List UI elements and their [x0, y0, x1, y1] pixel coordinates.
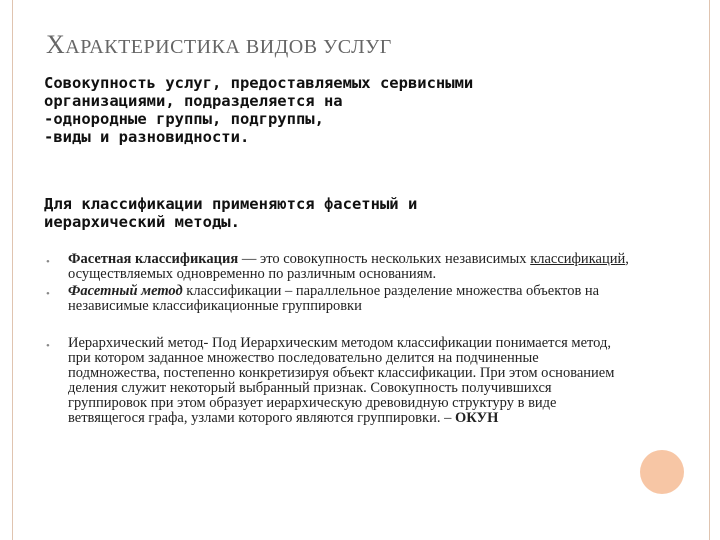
bullet-list — [44, 252, 634, 426]
bullet-text: Иерархический метод- Под Иерархическим методом классификации понимается метод, при котором заданное множество последовательно делится на подчиненные подмножества, постепенно конкретизируя объект классификации. При этом основанием деления служит некоторый выбранный признак. Совокупность получившихся группировок при этом образует иерархическую древовидную структуру в виде ветвящегося графа, узлами которого являются группировки. – — [68, 335, 615, 426]
paragraph-methods: Для классификации применяются фасетный и иерархический методы. — [44, 195, 418, 231]
decorative-circle — [640, 450, 684, 494]
bullet-text: — это совокупность нескольких независимых — [238, 251, 531, 267]
bullet-text: классификации – параллельное разделение множества объектов на независимые классификационные группировки — [68, 283, 600, 314]
bullet-item-facet-classification — [44, 252, 634, 282]
bullet-icon: • — [46, 256, 50, 268]
link-classifications[interactable]: классификаций — [530, 251, 626, 267]
term-facet-classification: Фасетная классификация — [68, 251, 239, 267]
slide-title — [46, 30, 392, 60]
source-okun: ОКУН — [454, 410, 499, 426]
bullet-icon: • — [46, 288, 50, 300]
term-facet-method: Фасетный метод — [68, 283, 183, 299]
title-first-letter: Х — [46, 30, 66, 59]
title-rest: АРАКТЕРИСТИКА ВИДОВ УСЛУГ — [65, 36, 392, 58]
bullet-icon: • — [46, 340, 50, 352]
bullet-item-hierarchical-method — [44, 336, 634, 426]
bullet-item-facet-method — [44, 284, 634, 314]
paragraph-composition: Совокупность услуг, предоставляемых сервисными организациями, подразделяется на -однородные группы, подгруппы, -виды и разновидности. — [44, 74, 474, 146]
bullet-text: , осуществляемых одновременно по различным основаниям. — [68, 251, 629, 282]
